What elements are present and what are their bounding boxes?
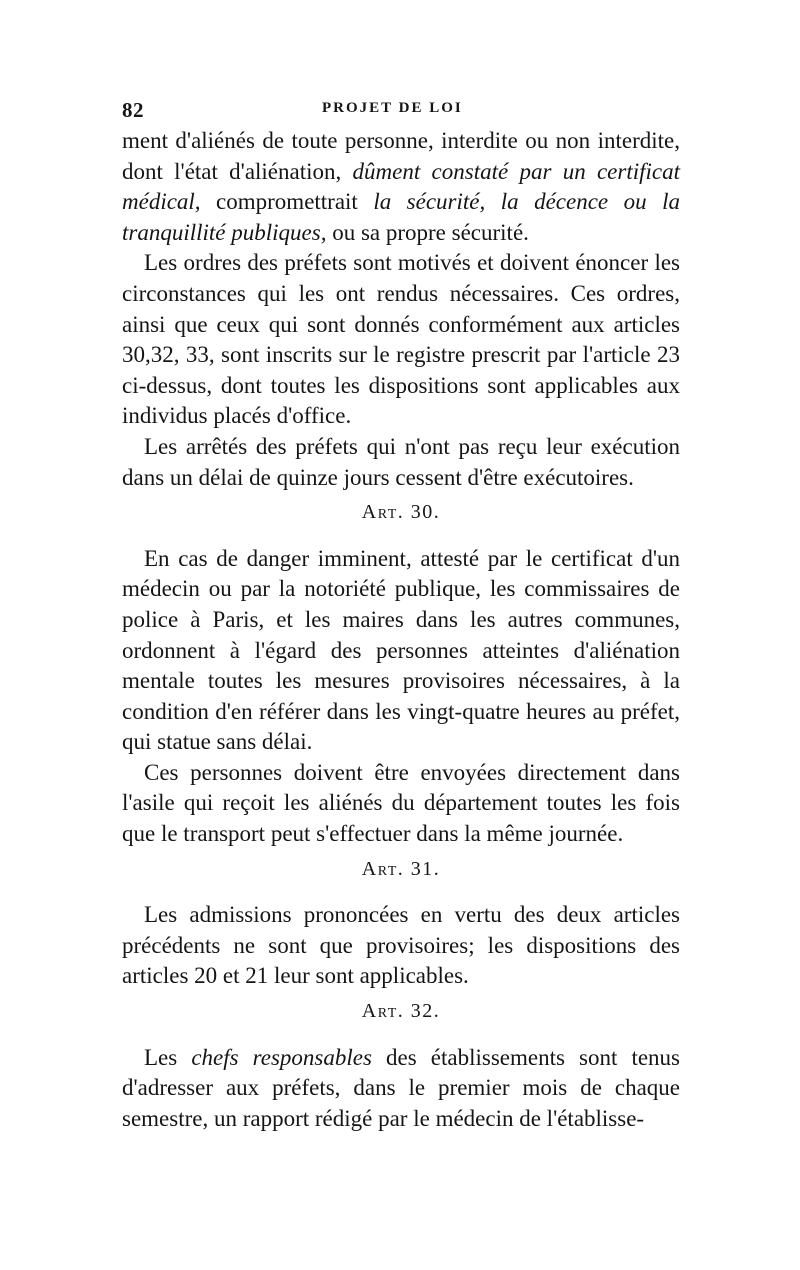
page-number: 82 — [122, 98, 144, 122]
paragraph-5: Ces personnes doivent être envoyées directement dans l'asile qui reçoit les aliénés du département toutes les fois que le transport peut s'effectuer dans la même journée. — [122, 759, 680, 847]
paragraph-4: En cas de danger imminent, attesté par le certificat d'un médecin ou par la notoriété publique, les commissaires de police à Paris, et les maires dans les autres communes, ordonnent à l'égard des personnes atteintes d'aliénation mentale toutes les mesures provisoires nécessaires, à la condition d'en référer dans les vingt-quatre heures au préfet, qui statue sans délai. — [122, 545, 680, 755]
paragraph-1-end: ou sa propre sécurité. — [326, 219, 529, 245]
article-30-label: Art. 30. — [361, 501, 441, 524]
paragraph-7-start: Les — [144, 1044, 192, 1070]
article-31-heading — [122, 854, 680, 885]
article-32-heading — [122, 996, 680, 1027]
paragraph-7-end: des établissements sont tenus d'adresser aux préfets, dans le premier mois de chaque semestre, un rapport rédigé par le médecin de l'établisse- — [122, 1044, 681, 1131]
article-30-heading — [122, 497, 680, 528]
article-32-label: Art. 32. — [361, 1000, 441, 1023]
paragraph-1-text: ment d'aliénés de toute personne, interdite ou non interdite, dont l'état d'aliénation, — [122, 128, 680, 184]
paragraph-3: Les arrêtés des préfets qui n'ont pas reçu leur exécution dans un délai de quinze jours cessent d'être exécutoires. — [122, 433, 680, 490]
article-31-label: Art. 31. — [361, 857, 441, 880]
paragraph-1-mid: compromettrait — [200, 189, 374, 215]
paragraph-7 — [122, 1043, 680, 1135]
paragraph-1 — [122, 126, 680, 248]
running-title: PROJET DE LOI — [322, 100, 463, 116]
paragraph-1-emphasis-1: dûment constaté par un certificat médical, — [122, 158, 680, 215]
paragraph-1-emphasis-2: la sécurité, la décence ou la tranquillité publiques, — [122, 189, 680, 245]
paragraph-6: Les admissions prononcées en vertu des deux articles précédents ne sont que provisoires; les dispositions des articles 20 et 21 leur sont applicables. — [122, 902, 680, 989]
body-text — [122, 126, 680, 1134]
running-head — [122, 98, 680, 122]
paragraph-2: Les ordres des préfets sont motivés et doivent énoncer les circonstances qui les ont rendus nécessaires. Ces ordres, ainsi que ceux qui sont donnés conformément aux articles 30,32, 33, sont inscrits sur le registre prescrit par l'article 23 ci-dessus, dont toutes les dispositions sont applicables aux individus placés d'office. — [122, 250, 680, 429]
paragraph-7-emphasis: chefs responsables — [191, 1044, 372, 1070]
